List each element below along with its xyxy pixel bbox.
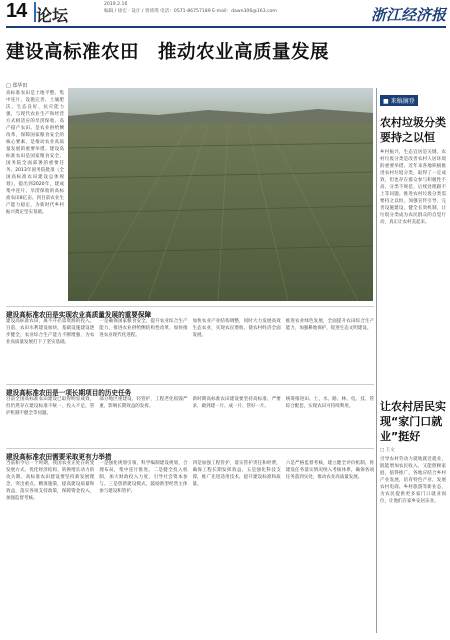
article-headline: 建设高标准农田 推动农业高质量发展 [6, 42, 330, 63]
article-lead: 高标准农田是土地平整、集中连片、设施完善、土壤肥沃、生态良好、抗灾能力强，与现代农业生产和经营方式相适应的旱涝保收、高产稳产农田。是农业供给侧改革，保障国家粮食安全的核心要素。是推动农业高质量发展的重要举措。建设高标准农田是国家粮食安全、国务院全面部署的重要任务。2013年国务院批准《全国高标准农田建设总体规划》，提出到2020年，建成集中连片、旱涝保收的高标准农田8亿亩。到目前农业生产能力稳定，为新时代乡村振兴奠定坚实基础。 [6, 91, 64, 215]
sidebar-tag: ■ 来稿摘登 [380, 95, 418, 106]
sidebar-body-1: 乡村振兴，生态宜居是关键。农村垃圾分类是改善农村人居环境的重要举措。近年来各地积极推进农村垃圾分类，取得了一定成效，但也存在群众参与积极性不高、分类不规范、后续处理跟不上等问题。推进农村垃圾分类需要持之以恒，加强宣传引导，完善设施建设，健全长效机制，让垃圾分类成为农民群众的自觉行动，真正让农村美起来。 [380, 150, 446, 225]
section-3-columns [6, 460, 374, 632]
section-3-col: 一是强化规划引领，科学编制建设规划，合理布局，集中连片推进。二是健全投入机制，加大财政投入力度，引导社会资本参与。三是创新建设模式，鼓励新型经营主体参与建设和管护。 [99, 461, 188, 494]
column-divider [376, 88, 377, 633]
editor-contact: 编辑 / 徐宏 · 设计 / 曾琦琪 电话：0571-86757189 E-mail：dawn306@163.com [104, 8, 277, 14]
section-title: 论坛 [36, 6, 69, 25]
section-2-columns [6, 396, 374, 444]
section-3-col: 四是加强工程管护，落实管护责任和经费，确保工程长期发挥效益。五是强化科技支撑，推广先进适用技术，提升建设标准和质量。 [192, 461, 281, 487]
subhead-3: 建设高标准农田需要采取更有力举措 [6, 448, 374, 461]
section-2-col: 统筹推进田、土、水、路、林、电、技、管综合配套，实现农田可持续利用。 [285, 397, 374, 409]
subhead-2: 建设高标准农田是一项长期项目的历史任务 [6, 384, 374, 397]
section-1-col: 建设高标准农田，离不开必需资源的投入。目前，农田水利建设加快，基础设施建设逐步健全，农业综合生产能力不断增强，为农业高质量发展打下了坚实基础。 [6, 319, 95, 345]
section-1-columns [6, 318, 374, 380]
sidebar [380, 88, 446, 606]
newspaper-name: 浙江经济报 [370, 6, 446, 24]
farmland-photo [68, 88, 373, 301]
section-1-col: 一是确保国家粮食安全，提升农业综合生产能力，推进农业供给侧结构性改革，加快推进农业现代化进程。 [99, 319, 188, 338]
section-1-col: 加快农业产业结构调整，同时大力发展高效生态农业，实现农民增收，使农村经济全面发展。 [192, 319, 281, 338]
masthead-rule [6, 26, 446, 28]
issue-date: 2019.2.16 [104, 2, 128, 7]
section-2-col: 新时期高标准农田建设要坚持高标准、严要求，做到建一片、成一片、管好一片。 [192, 397, 281, 409]
section-2-col: 部分地区重建设、轻管护，工程老化损毁严重，影响长期效益的发挥。 [99, 397, 188, 409]
section-1-col: 推进农业绿色发展，全面提升农田综合生产能力，加强耕地保护，促进生态文明建设。 [285, 319, 374, 331]
section-3-col: 六是严格监督考核，建立健全评价机制，将建设任务落实情况纳入考核体系，确保各项任务落到实处，推动农业高质量发展。 [285, 461, 374, 480]
article-byline: □ 郑华田 [6, 83, 28, 89]
section-3-col: 当前和今后一个时期，我国农业正处在转变发展方式、优化经济结构、转换增长动力的攻关期。高标准农田建设要坚持新发展理念，突出重点、精准施策，提高建设质量和效益，落实各项支持政策，保障资金投入，加强监督考核。 [6, 461, 95, 501]
subhead-1: 建设高标准农田是实现农业高质量发展的重要保障 [6, 306, 374, 319]
sidebar-title-1: 农村垃圾分类要持之以恒 [380, 116, 446, 144]
page-number: 14 [6, 0, 27, 22]
sidebar-title-2: 让农村居民实现“家门口就业”挺好 [380, 400, 446, 443]
section-2-col: 目前全国高标准农田建设已取得明显成效，但仍然存在建设标准不统一、投入不足、管护机制不健全等问题。 [6, 397, 95, 416]
sidebar-byline-2: □ 王文 [380, 448, 395, 453]
sidebar-body-2: 引导农村劳动力就地就近就业，既能增加农民收入，又能照顾家庭，值得推广。各地应结合乡村产业发展，培育特色产业，发展农村电商、乡村旅游等新业态，为农民提供更多家门口就业岗位，让他们在家乡安居乐业。 [380, 457, 446, 504]
masthead-meta [104, 2, 304, 15]
